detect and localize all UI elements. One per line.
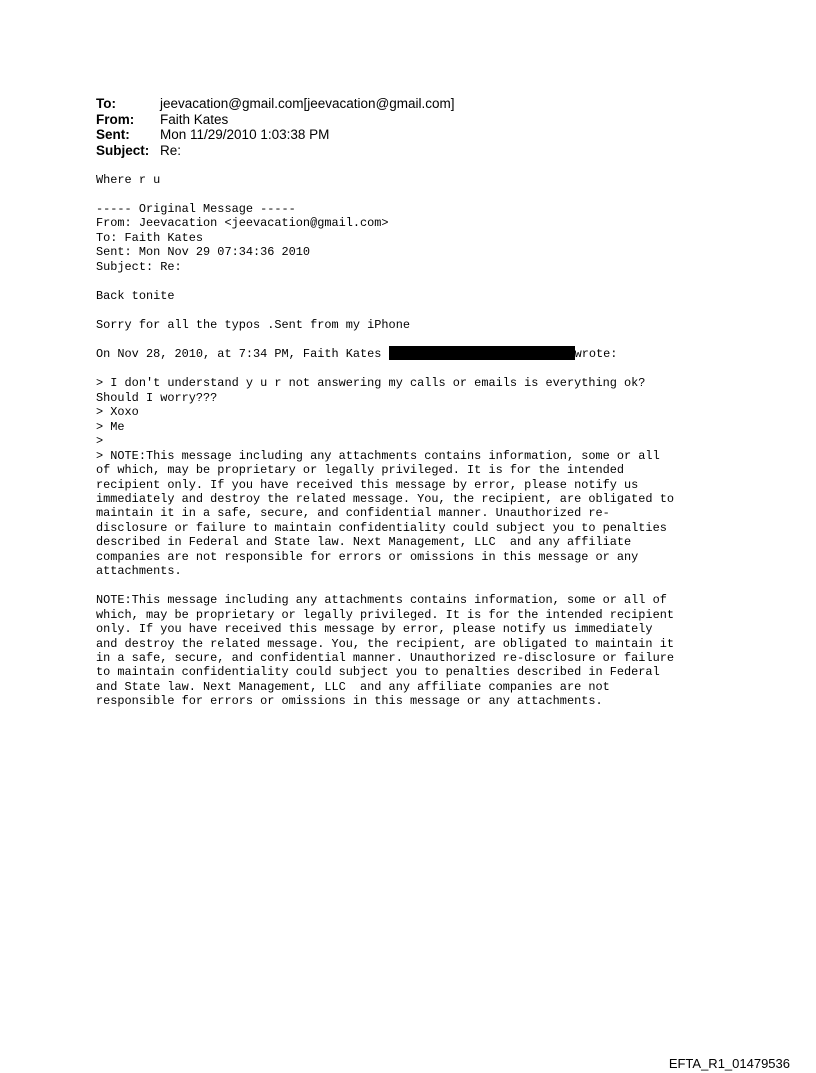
confidentiality-notice: NOTE:This message including any attachments contains information, some or all of which, may be proprietary or legally privileged. It is for the intended recipient only. If you have received this message by error, please notify us immediately and destroy the related message. You, the recipient, are obligated to maintain it in a safe, secure, and confidential manner. Unauthorized re-disclosure or failure to maintain confidentiality could subject you to penalties described in Federal and State law. Next Management, LLC and any affiliate companies are not responsible for errors or omissions in this message or any attachments. bbox=[96, 593, 674, 709]
from-label: From: bbox=[96, 111, 135, 127]
subject-row bbox=[96, 143, 455, 159]
subject-label: Subject: bbox=[96, 142, 150, 158]
quoted-message: > I don't understand y u r not answering my calls or emails is everything ok? Should I worry??? > Xoxo > Me > > NOTE:This message including any attachments contains information, some or all of which, may be proprietary or legally privileged. It is for the intended recipient only. If you have received this message by error, please notify us immediately and destroy the related message. You, the recipient, are obligated to maintain it in a safe, secure, and confidential manner. Unauthorized re- disclosure or failure to maintain confidentiality could subject you to penalties described in Federal and State law. Next Management, LLC and any affiliate companies are not responsible for errors or omissions in this message or any attachments. bbox=[96, 376, 674, 579]
sent-from-iphone-text: Sorry for all the typos .Sent from my iPhone bbox=[96, 317, 410, 332]
original-sent: Sent: Mon Nov 29 07:34:36 2010 bbox=[96, 245, 311, 260]
original-subject: Subject: Re: bbox=[96, 259, 182, 274]
from-row bbox=[96, 112, 455, 128]
sent-row bbox=[96, 127, 455, 143]
email-header bbox=[96, 96, 455, 158]
sent-label: Sent: bbox=[96, 127, 130, 143]
reply-text: Where r u bbox=[96, 173, 161, 187]
quote-intro-start: On Nov 28, 2010, at 7:34 PM, Faith Kates bbox=[96, 347, 389, 362]
subject-value: Re: bbox=[160, 142, 182, 158]
to-label: To: bbox=[96, 96, 116, 111]
sent-value: Mon 11/29/2010 1:03:38 PM bbox=[160, 127, 330, 143]
to-row bbox=[96, 96, 455, 112]
redaction-block bbox=[389, 346, 575, 360]
back-tonite-text: Back tonite bbox=[96, 288, 175, 303]
quote-intro-end: wrote: bbox=[574, 347, 618, 362]
from-value: Faith Kates bbox=[160, 111, 229, 127]
document-id: EFTA_R1_01479536 bbox=[668, 1056, 790, 1071]
original-to: To: Faith Kates bbox=[96, 230, 204, 245]
email-body bbox=[96, 173, 674, 709]
to-value: jeevacation@gmail.com[jeevacation@gmail.com] bbox=[160, 96, 455, 111]
original-from: From: Jeevacation <jeevacation@gmail.com> bbox=[96, 216, 389, 231]
original-message-divider: ----- Original Message ----- bbox=[96, 201, 296, 216]
